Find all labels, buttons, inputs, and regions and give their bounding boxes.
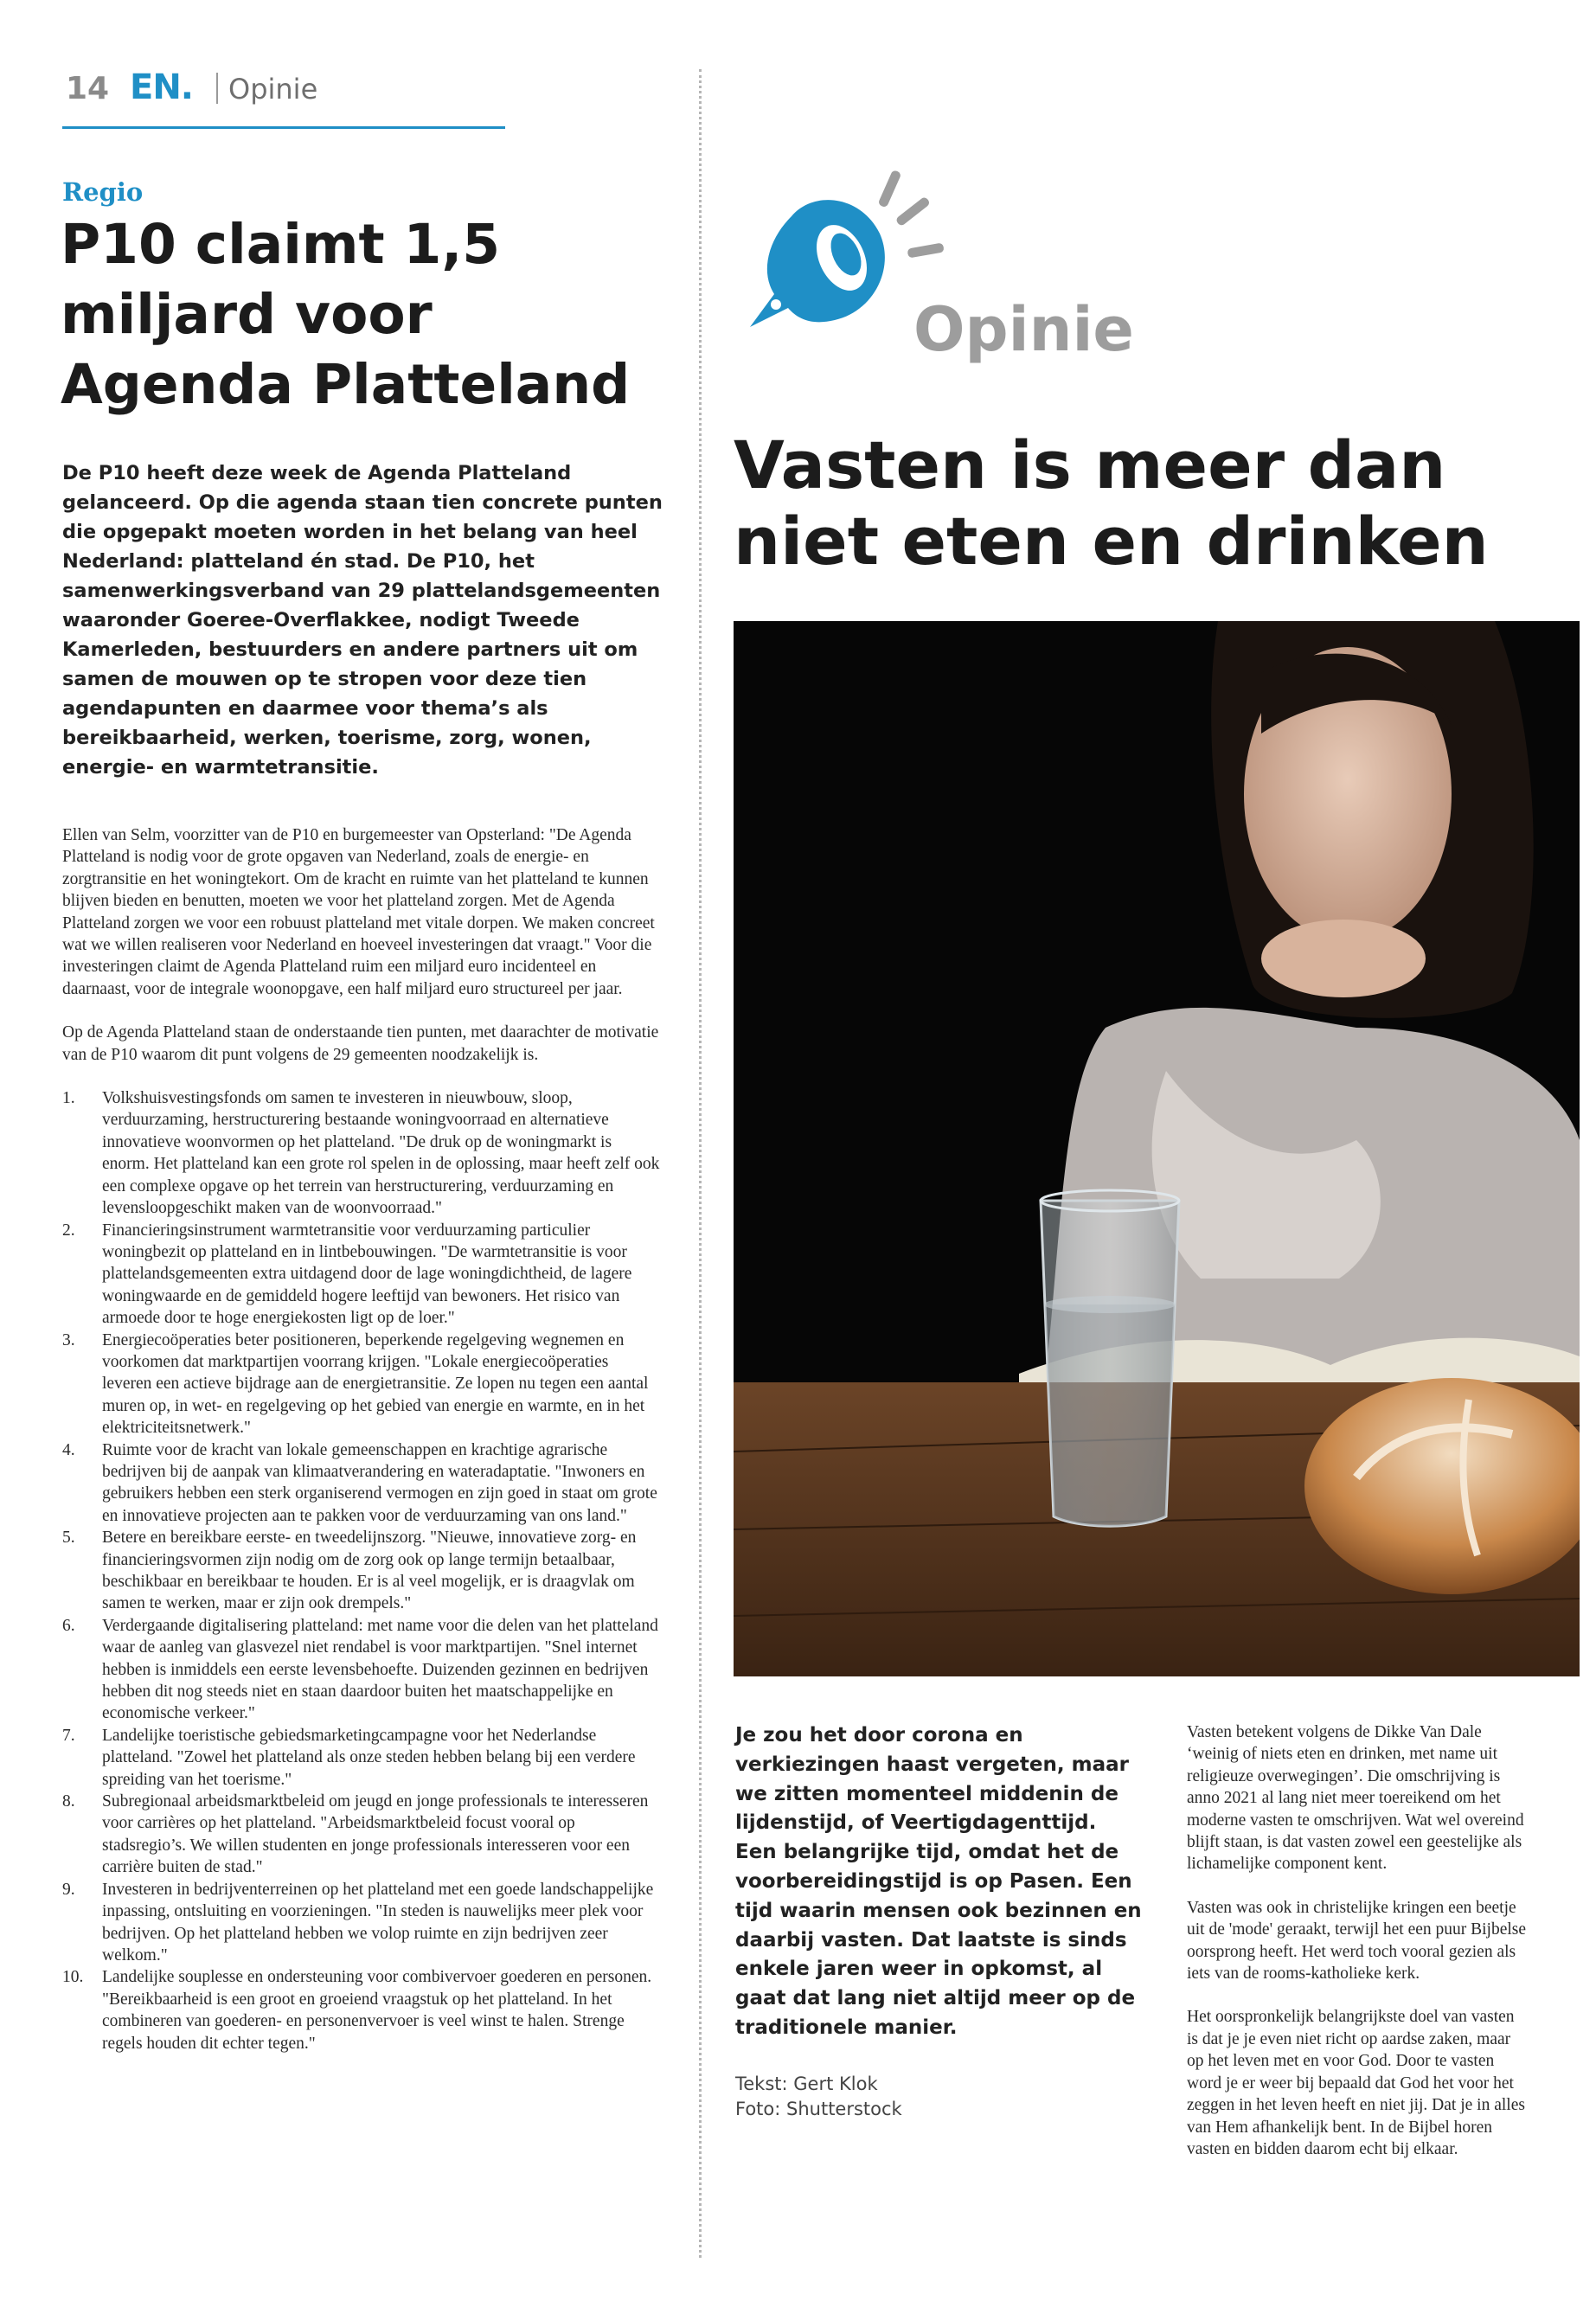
list-number: 5. [62, 1529, 75, 1548]
list-item [62, 1087, 661, 1219]
list-number: 9. [62, 1880, 75, 1899]
article-kicker: Regio [62, 177, 144, 207]
article-body [62, 824, 661, 2054]
list-item [62, 1791, 661, 1879]
header-separator [216, 73, 218, 104]
list-item [62, 1330, 661, 1439]
list-item [62, 1527, 661, 1615]
body-paragraph: Het oorspronkelijk belangrijkste doel van vasten is dat je je even niet richt op aardse zaken, maar op het leven met en voor God. Door te vasten word je er weer bij bepaald dat God het voor het zeggen in het leven heeft en niet jij. Dat je in alles van Hem afhankelijk bent. In de Bijbel horen vasten en bidden daarom echt bij elkaar. [1187, 2008, 1525, 2158]
list-text: Landelijke souplesse en ondersteuning voor combivervoer goederen en personen. "Bereikbaarheid is een groot en groeiend vraagstuk op het platteland. In het combineren van goederen- en personenvervoer is veel winst te halen. Strenge regels houden dit echter tegen." [102, 1968, 652, 2053]
list-item [62, 1725, 661, 1791]
list-number: 3. [62, 1330, 75, 1349]
opinion-body [1187, 1721, 1529, 2182]
list-number: 8. [62, 1792, 75, 1811]
list-text: Subregionaal arbeidsmarktbeleid om jeugd en jonge professionals te interesseren voor carrières op het platteland. "Arbeidsmarktbeleid focust vooral op stadsregio’s. We willen studenten en jonge professionals interesseren voor een carrière buiten de stad." [102, 1792, 649, 1877]
article-headline: P10 claimt 1,5 miljard voor Agenda Platteland [61, 213, 631, 416]
list-number: 10. [62, 1968, 84, 1987]
opinion-headline: Vasten is meer dan niet eten en drinken [734, 426, 1489, 580]
opinion-lead: Je zou het door corona en verkiezingen haast vergeten, maar we zitten momenteel middenin de lijdenstijd, of Veertigdagenttijd. Een belangrijke tijd, omdat het de voorbereidingstijd is op Pasen. Een tijd waarin mensen ook bezinnen en daarbij vasten. Dat laatste is sinds enkele jaren weer in opkomst, al gaat dat lang niet altijd meer op de traditionele manier. [735, 1724, 1142, 2039]
list-number: 6. [62, 1616, 75, 1635]
list-item [62, 1966, 661, 2054]
list-text: Verdergaande digitalisering platteland: met name voor die delen van het platteland waar de aanleg van glasvezel niet rendabel is voor marktpartijen. "Snel internet hebben is inmiddels een eerste levensbehoefte. Duizenden gezinnen en bedrijven hebben dit nog steeds niet en staan daardoor buiten het maatschappelijke en economische verkeer." [102, 1616, 658, 1723]
list-item [62, 1879, 661, 1967]
article-credits [735, 2072, 1142, 2122]
article-lead: De P10 heeft deze week de Agenda Platteland gelanceerd. Op die agenda staan tien concrete punten die opgepakt moeten worden in het belang van heel Nederland: platteland én stad. De P10, het samenwerkingsverband van 29 plattelandsgemeenten waaronder Goeree-Overflakkee, nodigt Tweede Kamerleden, bestuurders en andere partners uit om samen de mouwen op te stropen voor deze tien agendapunten en daarmee voor thema’s als bereikbaarheid, werken, toerisme, zorg, wonen, energie- en warmtetransitie. [62, 462, 663, 779]
page-number: 14 [66, 71, 110, 106]
newspaper-logo: EN. [130, 67, 193, 107]
list-text: Ruimte voor de kracht van lokale gemeenschappen en krachtige agrarische bedrijven bij de aanpak van klimaatverandering en wateradaptatie. "Inwoners en gebruikers hebben een sterk organiserend vermogen en zijn goed in staat om grote en innovatieve projecten aan te pakken voor de verduurzaming van ons land." [102, 1440, 657, 1525]
list-item [62, 1220, 661, 1330]
header-section-label: Opinie [228, 73, 318, 106]
list-number: 4. [62, 1440, 75, 1459]
header-rule [62, 126, 505, 129]
list-item [62, 1615, 661, 1725]
list-number: 2. [62, 1221, 75, 1240]
body-paragraph: Vasten was ook in christelijke kringen een beetje uit de 'mode' geraakt, terwijl het een puur Bijbelse oorsprong heeft. Het werd toch vooral gezien als iets van de rooms-katholieke kerk. [1187, 1898, 1527, 1984]
list-text: Financieringsinstrument warmtetransitie voor verduurzaming particulier woningbezit op platteland en in lintbebouwingen. "De warmtetransitie is voor plattelandsgemeenten extra uitdagend door de lage woningdichtheid, de lagere woningwaarde en de gemiddeld hogere leeftijd van bewoners. Het risico van armoede door te hoge energiekosten ligt op de loer." [102, 1221, 632, 1328]
credit-photo: Foto: Shutterstock [735, 2099, 902, 2119]
list-text: Energiecoöperaties beter positioneren, beperkende regelgeving wegnemen en voorkomen dat marktpartijen voorrang krijgen. "Lokale energiecoöperaties leveren een actieve bijdrage aan de energietransitie. Ze lopen nu tegen een aantal muren op, in wet- en regelgeving op het gebied van energie en warmte, en in het elektriciteitsnetwerk." [102, 1330, 649, 1438]
list-item [62, 1439, 661, 1528]
list-number: 7. [62, 1726, 75, 1745]
list-text: Betere en bereikbare eerste- en tweedelijnszorg. "Nieuwe, innovatieve zorg- en financieringsvormen zijn nodig om de zorg ook op lange termijn betaalbaar, beschikbaar en bereikbaar te houden. Er is al veel mogelijk, er is draagvlak om samen te werken, maar er zijn ook drempels." [102, 1529, 637, 1613]
photo-woman-fasting [734, 621, 1580, 1676]
list-number: 1. [62, 1089, 75, 1108]
list-text: Investeren in bedrijventerreinen op het platteland met een goede landschappelijke inpassing, ontsluiting en voorzieningen. "In steden is nauwelijks meer plek voor bedrijven. Op het platteland hebben we volop ruimte en zijn bedrijven zeer welkom." [102, 1880, 654, 1965]
opinion-section-label: Opinie [913, 294, 1134, 365]
credit-text: Tekst: Gert Klok [735, 2073, 878, 2094]
agenda-points-list [62, 1087, 661, 2054]
body-paragraph: Vasten betekent volgens de Dikke Van Dale ‘weinig of niets eten en drinken, met name uit religieuze overwegingen’. Die omschrijving is anno 2021 al lang niet meer toereikend om het moderne vasten te omschrijven. Wat wel overeind blijft staan, is dat vasten zowel een geestelijke als lichamelijke component kent. [1187, 1723, 1524, 1874]
body-paragraph: Op de Agenda Platteland staan de onderstaande tien punten, met daarachter de motivatie van de P10 waarom dit punt volgens de 29 gemeenten noodzakelijk is. [62, 1023, 659, 1064]
body-paragraph: Ellen van Selm, voorzitter van de P10 en burgemeester van Opsterland: "De Agenda Platteland is nodig voor de grote opgaven van Nederland, zoals de energie- en zorgtransitie en het woningtekort. Om de kracht en ruimte van het platteland te kunnen blijven bieden en benutten, moeten we voor het platteland zorgen. Met de Agenda Platteland zorgen we voor een robuust platteland met vitale dorpen. We maken concreet wat we willen realiseren voor Nederland en hoeveel investeringen dat vraagt." Voor die investeringen claimt de Agenda Platteland ruim een miljard euro incidenteel en daarnaast, voor de integrale woonopgave, een half miljard euro structureel per jaar. [62, 826, 655, 998]
list-text: Landelijke toeristische gebiedsmarketingcampagne voor het Nederlandse platteland. "Zowel het platteland als onze steden hebben belang bij een verdere spreiding van het toerisme." [102, 1726, 636, 1789]
list-text: Volkshuisvestingsfonds om samen te investeren in nieuwbouw, sloop, verduurzaming, herstructurering bestaande woningvoorraad en alternatieve innovatieve woonvormen op het platteland. "De druk op de woningmarkt is enorm. Het platteland kan een grote rol spelen in de oplossing, maar heeft zelf ook een complexe opgave op het terrein van herstructurering, verduurzaming en levensloopgeschikt maken van de woonvoorraad." [102, 1089, 660, 1218]
column-divider [699, 69, 702, 2258]
